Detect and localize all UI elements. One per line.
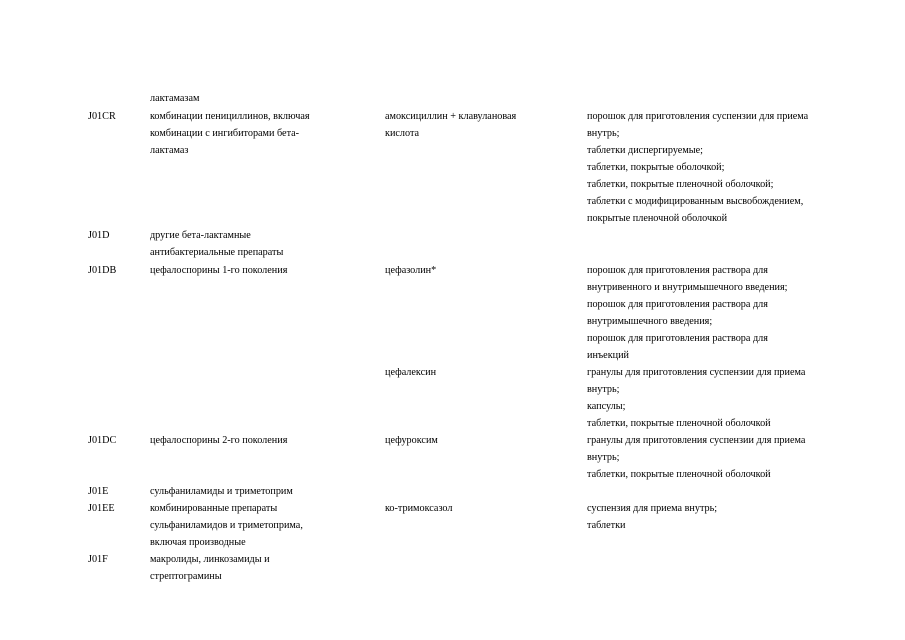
row-7-group: комбинированные препараты сульфаниламидов и триметоприма, включая производные	[150, 503, 303, 548]
row-6-code: J01E	[88, 486, 109, 497]
row-5-drug: цефуроксим	[385, 435, 438, 446]
row-3-forms: порошок для приготовления раствора для внутривенного и внутримышечного введения; порошок для приготовления раствора для внутримышечного введения; порошок для приготовления раствора для инъекций	[587, 265, 788, 361]
row-3-group: цефалоспорины 1-го поколения	[150, 265, 288, 276]
row-6-group: сульфаниламиды и триметоприм	[150, 486, 293, 497]
row-1-forms: порошок для приготовления суспензии для приема внутрь; таблетки диспергируемые; таблетки, покрытые оболочкой; таблетки, покрытые пленочной оболочкой; таблетки с модифицированным высвобождением, покрытые пленочной оболочкой	[587, 111, 809, 224]
row-0-group: лактамазам	[150, 93, 200, 104]
row-7-forms: суспензия для приема внутрь; таблетки	[587, 503, 718, 531]
row-7-code: J01EE	[88, 503, 115, 514]
row-8-code: J01F	[88, 554, 108, 565]
row-1-code: J01CR	[88, 111, 116, 122]
row-2-code: J01D	[88, 230, 110, 241]
row-1-drug: амоксициллин + клавулановая кислота	[385, 111, 517, 139]
row-1-group: комбинации пенициллинов, включая комбинации с ингибиторами бета- лактамаз	[150, 111, 310, 156]
row-3-drug: цефазолин*	[385, 265, 437, 276]
row-4-drug: цефалексин	[385, 367, 437, 378]
row-5-forms: гранулы для приготовления суспензии для приема внутрь; таблетки, покрытые пленочной оболочкой	[587, 435, 806, 480]
row-5-code: J01DC	[88, 435, 117, 446]
row-8-group: макролиды, линкозамиды и стрептограмины	[150, 554, 270, 582]
row-3-code: J01DB	[88, 265, 117, 276]
row-4-forms: гранулы для приготовления суспензии для приема внутрь; капсулы; таблетки, покрытые пленочной оболочкой	[587, 367, 806, 429]
row-2-group: другие бета-лактамные антибактериальные препараты	[150, 230, 284, 258]
row-5-group: цефалоспорины 2-го поколения	[150, 435, 288, 446]
row-7-drug: ко-тримоксазол	[385, 503, 453, 514]
